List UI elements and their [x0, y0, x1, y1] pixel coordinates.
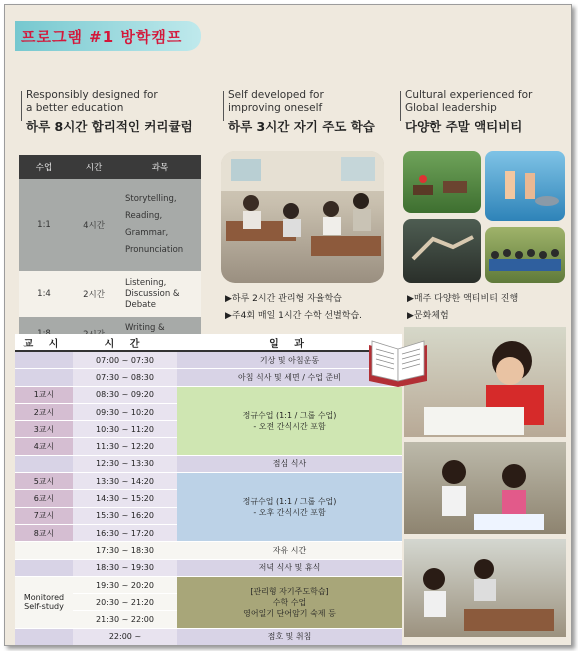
curriculum-table [19, 155, 201, 351]
schedule-row: 07:00 ~ 07:30 기상 및 아침운동 [15, 351, 402, 369]
curriculum-header: 수업 [19, 155, 69, 179]
schedule-row: 8교시 16:30 ~ 17:20 [15, 524, 402, 541]
schedule-row: 7교시 15:30 ~ 16:20 [15, 507, 402, 524]
horse-riding-photo [403, 151, 481, 213]
curriculum-row: 1:4 2시간 Listening, Discussion & Debate [19, 271, 201, 317]
schedule-row: 6교시 14:30 ~ 15:20 [15, 490, 402, 507]
schedule-row: 12:30 ~ 13:30 점심 식사 [15, 455, 402, 472]
students-studying-photo [404, 442, 566, 534]
schedule-header-activity: 일 과 [177, 334, 402, 351]
evening-study-block: [관리형 자기주도학습] 수학 수업 영어일기 단어암기 숙제 등 [177, 576, 402, 628]
monitored-self-study-label: Monitored Self-study [15, 576, 73, 628]
schedule-row: 21:30 ~ 22:00 [15, 611, 402, 628]
activity-caption: ▶매주 다양한 액티비티 진행 [407, 294, 519, 304]
self-study-caption: ▶하루 2시간 관리형 자율학습 [225, 294, 342, 304]
curriculum-row: 1:1 4시간 Storytelling, Reading, Grammar, Pronunciation [19, 179, 201, 271]
schedule-row: 2교시 09:30 ~ 10:20 [15, 403, 402, 420]
schedule-row: 5교시 13:30 ~ 14:20 정규수업 (1:1 / 그룹 수업) - 오후 간식시간 포함 [15, 473, 402, 490]
schedule-header-row [15, 334, 402, 351]
curriculum-header: 시간 [69, 155, 119, 179]
page-frame [4, 4, 572, 646]
schedule-row: 22:00 ~ 점호 및 취침 [15, 628, 402, 645]
dolphin-photo [485, 151, 565, 221]
afternoon-class-block: 정규수업 (1:1 / 그룹 수업) - 오후 간식시간 포함 [177, 473, 402, 542]
column-title: 하루 3시간 자기 주도 학습 [228, 119, 375, 134]
divider [21, 91, 22, 121]
dinosaur-photo [403, 219, 481, 283]
column-title: 하루 8시간 합리적인 커리큘럼 [26, 119, 193, 134]
column-title: 다양한 주말 액티비티 [405, 119, 523, 134]
group-study-photo [404, 539, 566, 637]
morning-class-block: 정규수업 (1:1 / 그룹 수업) - 오전 간식시간 포함 [177, 386, 402, 455]
self-study-caption: ▶주4회 매일 1시간 수학 선별학습. [225, 311, 363, 321]
schedule-row: 4교시 11:30 ~ 12:20 [15, 438, 402, 455]
open-book-icon [365, 327, 431, 389]
divider [223, 91, 224, 121]
schedule-header-period: 교 시 [15, 334, 73, 351]
schedule-row: 17:30 ~ 18:30 자유 시간 [15, 542, 402, 559]
group-photo [485, 227, 565, 283]
schedule-row: 20:30 ~ 21:20 [15, 594, 402, 611]
subject-list: Storytelling, Reading, Grammar, Pronunciation [119, 179, 201, 271]
classroom-photo [221, 151, 384, 283]
classroom-photo-art [221, 151, 384, 283]
subject-list: Listening, Discussion & Debate [119, 271, 201, 317]
divider [400, 91, 401, 121]
schedule-row: 3교시 10:30 ~ 11:20 [15, 421, 402, 438]
page-title: 프로그램 #1 방학캠프 [21, 28, 183, 46]
column-header-self-study: Self developed for improving oneself 하루 3시간 자기 주도 학습 [228, 89, 398, 133]
curriculum-header: 과목 [119, 155, 201, 179]
schedule-row: Monitored Self-study 19:30 ~ 20:20 [관리형 자기주도학습] 수학 수업 영어일기 단어암기 숙제 등 [15, 576, 402, 593]
schedule-row: 1교시 08:30 ~ 09:20 정규수업 (1:1 / 그룹 수업) - 오전 간식시간 포함 [15, 386, 402, 403]
daily-schedule-table [15, 334, 402, 646]
activity-caption: ▶문화체험 [407, 311, 449, 321]
schedule-header-time: 시 간 [73, 334, 177, 351]
subject-list: Writing & [119, 317, 201, 351]
schedule-row: 18:30 ~ 19:30 저녁 식사 및 휴식 [15, 559, 402, 576]
schedule-row: 07:30 ~ 08:30 아침 식사 및 세면 / 수업 준비 [15, 369, 402, 386]
column-header-activity: Cultural experienced for Global leadership 다양한 주말 액티비티 [405, 89, 565, 133]
column-header-education: Responsibly designed for a better education 하루 8시간 합리적인 커리큘럼 [26, 89, 216, 133]
